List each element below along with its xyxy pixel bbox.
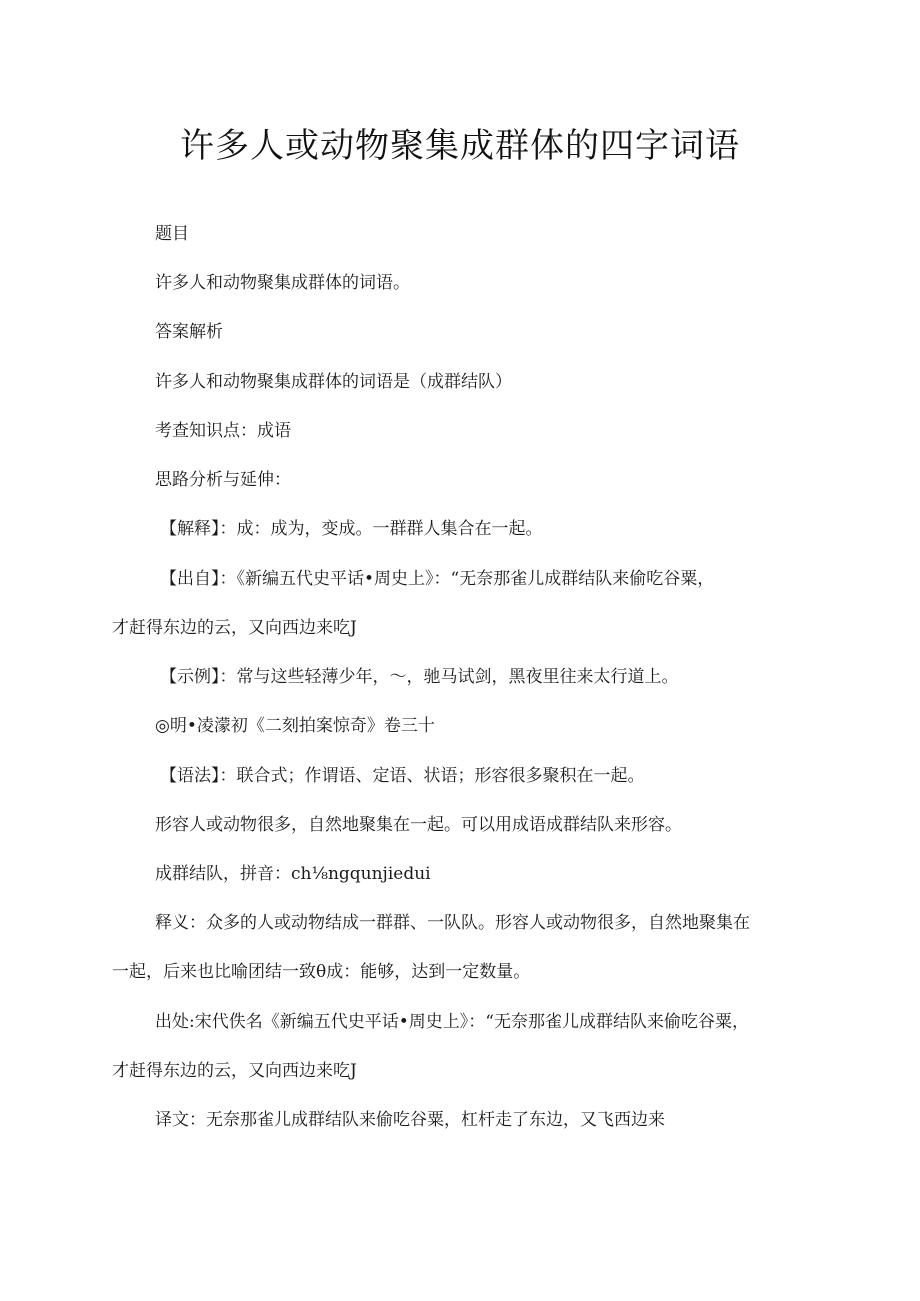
translation-paragraph: 译文：无奈那雀儿成群结队来偷吃谷粟，杠杆走了东边，又飞西边来 <box>155 1110 665 1130</box>
document-title: 许多人或动物聚集成群体的四字词语 <box>180 126 740 166</box>
knowledge-point: 考查知识点：成语 <box>155 421 291 441</box>
origin-paragraph-cont: 才赶得东边的云，又向西边来吃J <box>112 1061 357 1081</box>
question-text: 许多人和动物聚集成群体的词语。 <box>155 273 410 293</box>
question-heading: 题目 <box>155 224 189 244</box>
example-paragraph: 【示例】：常与这些轻薄少年，～，驰马试剑，黑夜里往来太行道上。 <box>160 667 679 687</box>
pinyin-line: 成群结队，拼音：ch⅛ngqunjiedui <box>155 864 431 884</box>
analysis-heading: 思路分析与延伸： <box>155 470 291 490</box>
meaning-paragraph: 释义：众多的人或动物结成一群群、一队队。形容人或动物很多，自然地聚集在 <box>155 913 750 933</box>
grammar-paragraph: 【语法】：联合式；作谓语、定语、状语；形容很多聚积在一起。 <box>160 766 645 786</box>
source-paragraph: 【出自】：《新编五代史平话•周史上》：“无奈那雀儿成群结队来偷吃谷粟， <box>160 569 715 589</box>
usage-paragraph: 形容人或动物很多，自然地聚集在一起。可以用成语成群结队来形容。 <box>155 815 682 835</box>
origin-paragraph: 出处:宋代佚名《新编五代史平话•周史上》：“无奈那雀儿成群结队来偷吃谷粟， <box>155 1012 749 1032</box>
answer-heading: 答案解析 <box>155 322 223 342</box>
source-paragraph-cont: 才赶得东边的云，又向西边来吃J <box>112 618 357 638</box>
meaning-paragraph-cont: 一起，后来也比喻团结一致θ成：能够，达到一定数量。 <box>112 962 531 982</box>
example-citation: ◎明•凌濛初《二刻拍案惊奇》卷三十 <box>155 716 435 736</box>
explanation-paragraph: 【解释】：成：成为，变成。一群群人集合在一起。 <box>160 519 543 539</box>
answer-text: 许多人和动物聚集成群体的词语是（成群结队） <box>155 372 512 392</box>
